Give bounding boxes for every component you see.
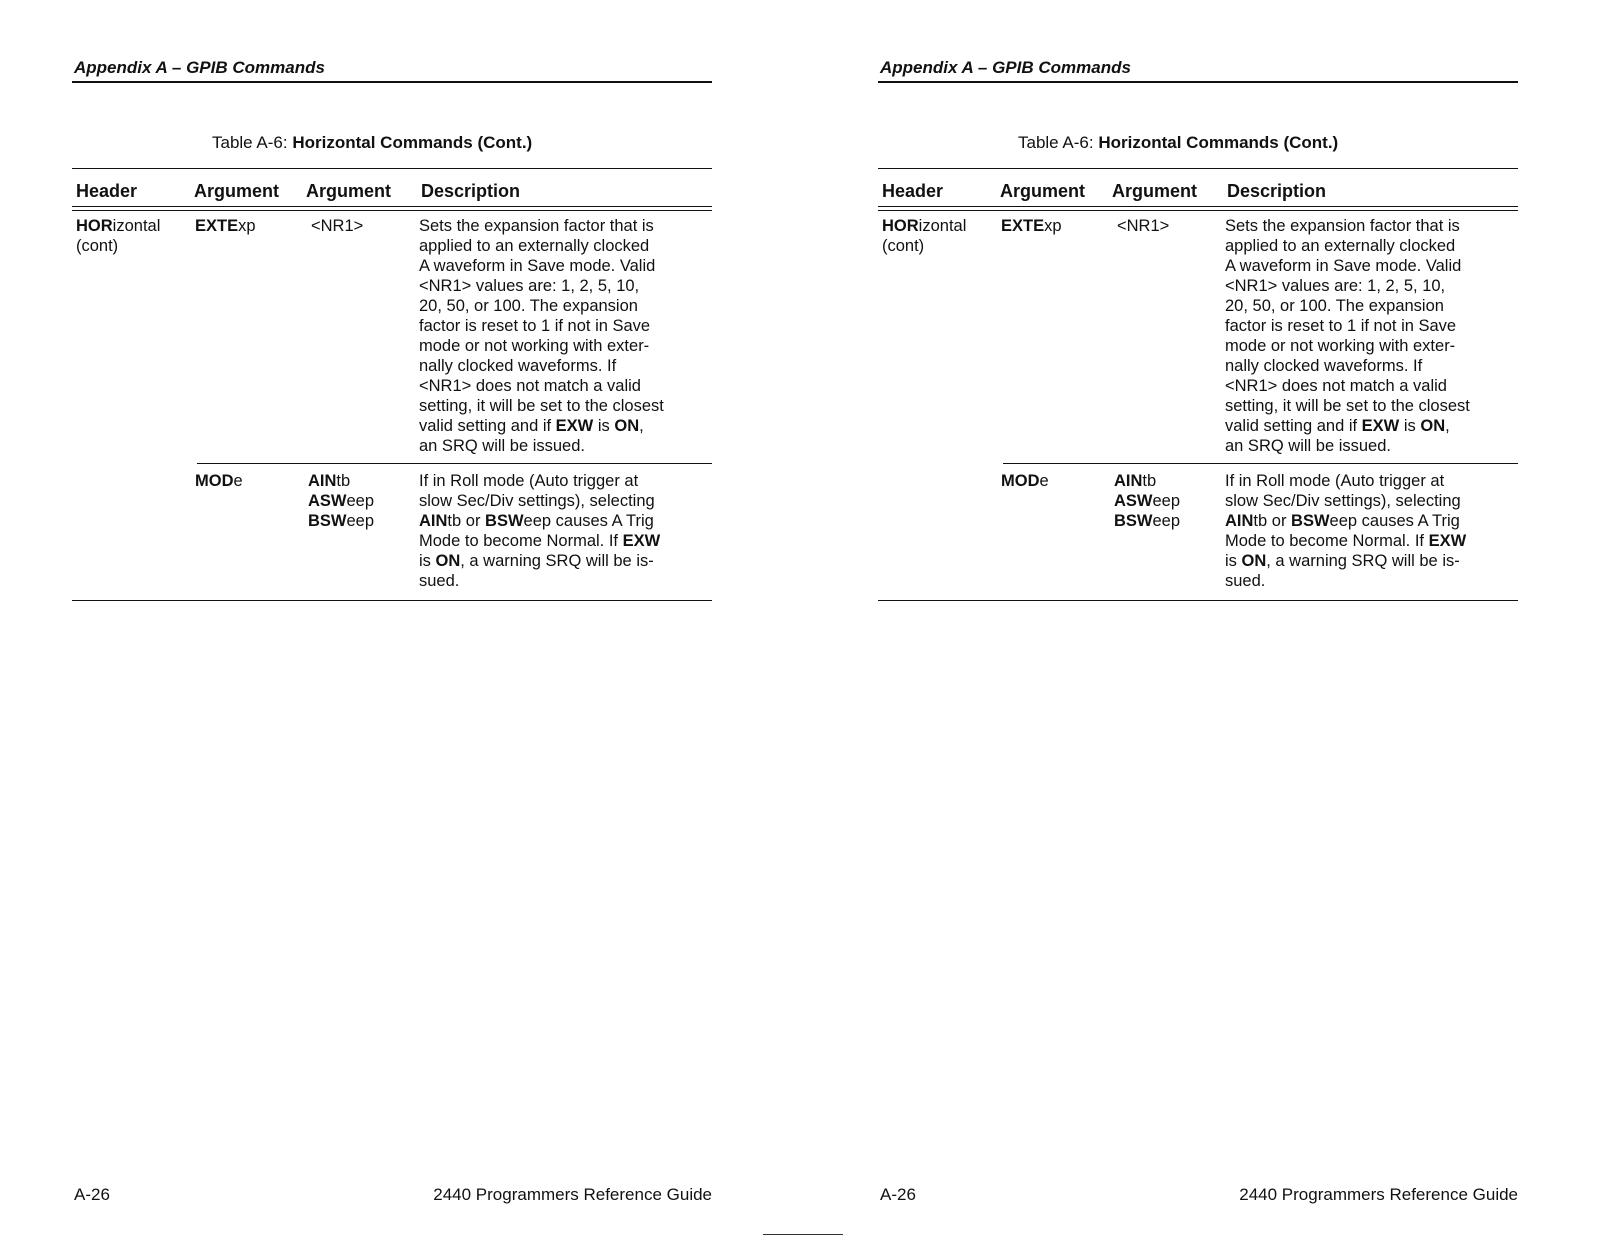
row2-description: If in Roll mode (Auto trigger at slow Sec/Div settings), selecting AINtb or BSWeep causes A Trig Mode to become Normal. If EXW is ON, a warning SRQ will be is- sued.: [419, 472, 661, 590]
footer-title: 2440 Programmers Reference Guide: [1239, 1185, 1518, 1204]
column-header-argument-2: Argument: [1112, 181, 1197, 201]
running-head: Appendix A – GPIB Commands: [880, 58, 1131, 77]
column-header-argument-2: Argument: [306, 181, 391, 201]
arg-asweep: ASWeep: [308, 492, 375, 510]
header-cell: HORizontal (cont): [76, 217, 161, 255]
column-header-header: Header: [882, 181, 944, 201]
column-header-header: Header: [76, 181, 138, 201]
page-number: A-26: [880, 1185, 916, 1204]
row1-argument-1: EXTExp: [195, 217, 256, 235]
left-page: [72, 0, 712, 1237]
table-number: Table A-6:: [1018, 133, 1094, 152]
arg-aintb: AINtb: [308, 472, 351, 490]
row2-description: If in Roll mode (Auto trigger at slow Sec/Div settings), selecting AINtb or BSWeep causes A Trig Mode to become Normal. If EXW is ON, a warning SRQ will be is- sued.: [1225, 472, 1467, 590]
header-rule-1: [72, 206, 712, 207]
table-name: Horizontal Commands (Cont.): [292, 133, 533, 152]
row-separator-rule: [197, 463, 712, 464]
row1-argument-2: <NR1>: [1117, 217, 1170, 235]
arg-bsweep: BSWeep: [308, 512, 375, 530]
row2-argument-1: MODe: [1001, 472, 1049, 490]
header-cell: HORizontal (cont): [882, 217, 967, 255]
scan-edge-line: [763, 1234, 843, 1235]
table-number: Table A-6:: [212, 133, 288, 152]
header-rule-1: [878, 206, 1518, 207]
table-top-rule: [878, 168, 1518, 169]
table-top-rule: [72, 168, 712, 169]
column-header-description: Description: [1227, 181, 1327, 201]
running-head-rule: [72, 81, 712, 83]
row1-argument-1: EXTExp: [1001, 217, 1062, 235]
row-separator-rule: [1003, 463, 1518, 464]
column-header-argument-1: Argument: [1000, 181, 1085, 201]
arg-bsweep: BSWeep: [1114, 512, 1181, 530]
row2-argument-2-list: [1114, 471, 1180, 531]
arg-aintb: AINtb: [1114, 472, 1157, 490]
row1-description: Sets the expansion factor that is applied to an externally clocked A waveform in Save mode. Valid <NR1> values are: 1, 2, 5, 10, 20, 50, or 100. The expansion factor is reset to 1 if not in Save mode or not working with exter- nally clocked waveforms. If <NR1> does not match a valid setting, it will be set to the closest valid setting and if EXW is ON, an SRQ will be issued.: [419, 217, 664, 455]
arg-asweep: ASWeep: [1114, 492, 1181, 510]
table-bottom-rule: [878, 600, 1518, 601]
row1-description: Sets the expansion factor that is applied to an externally clocked A waveform in Save mode. Valid <NR1> values are: 1, 2, 5, 10, 20, 50, or 100. The expansion factor is reset to 1 if not in Save mode or not working with exter- nally clocked waveforms. If <NR1> does not match a valid setting, it will be set to the closest valid setting and if EXW is ON, an SRQ will be issued.: [1225, 217, 1470, 455]
header-rule-2: [878, 210, 1518, 211]
footer-title: 2440 Programmers Reference Guide: [433, 1185, 712, 1204]
right-page: [878, 0, 1518, 1237]
running-head-rule: [878, 81, 1518, 83]
column-header-argument-1: Argument: [194, 181, 279, 201]
column-header-description: Description: [421, 181, 521, 201]
row2-argument-2-list: [308, 471, 374, 531]
table-title: [212, 133, 532, 153]
row1-argument-2: <NR1>: [311, 217, 364, 235]
running-head: Appendix A – GPIB Commands: [74, 58, 325, 77]
table-bottom-rule: [72, 600, 712, 601]
table-title: [1018, 133, 1338, 153]
table-name: Horizontal Commands (Cont.): [1098, 133, 1339, 152]
header-rule-2: [72, 210, 712, 211]
row2-argument-1: MODe: [195, 472, 243, 490]
page-number: A-26: [74, 1185, 110, 1204]
